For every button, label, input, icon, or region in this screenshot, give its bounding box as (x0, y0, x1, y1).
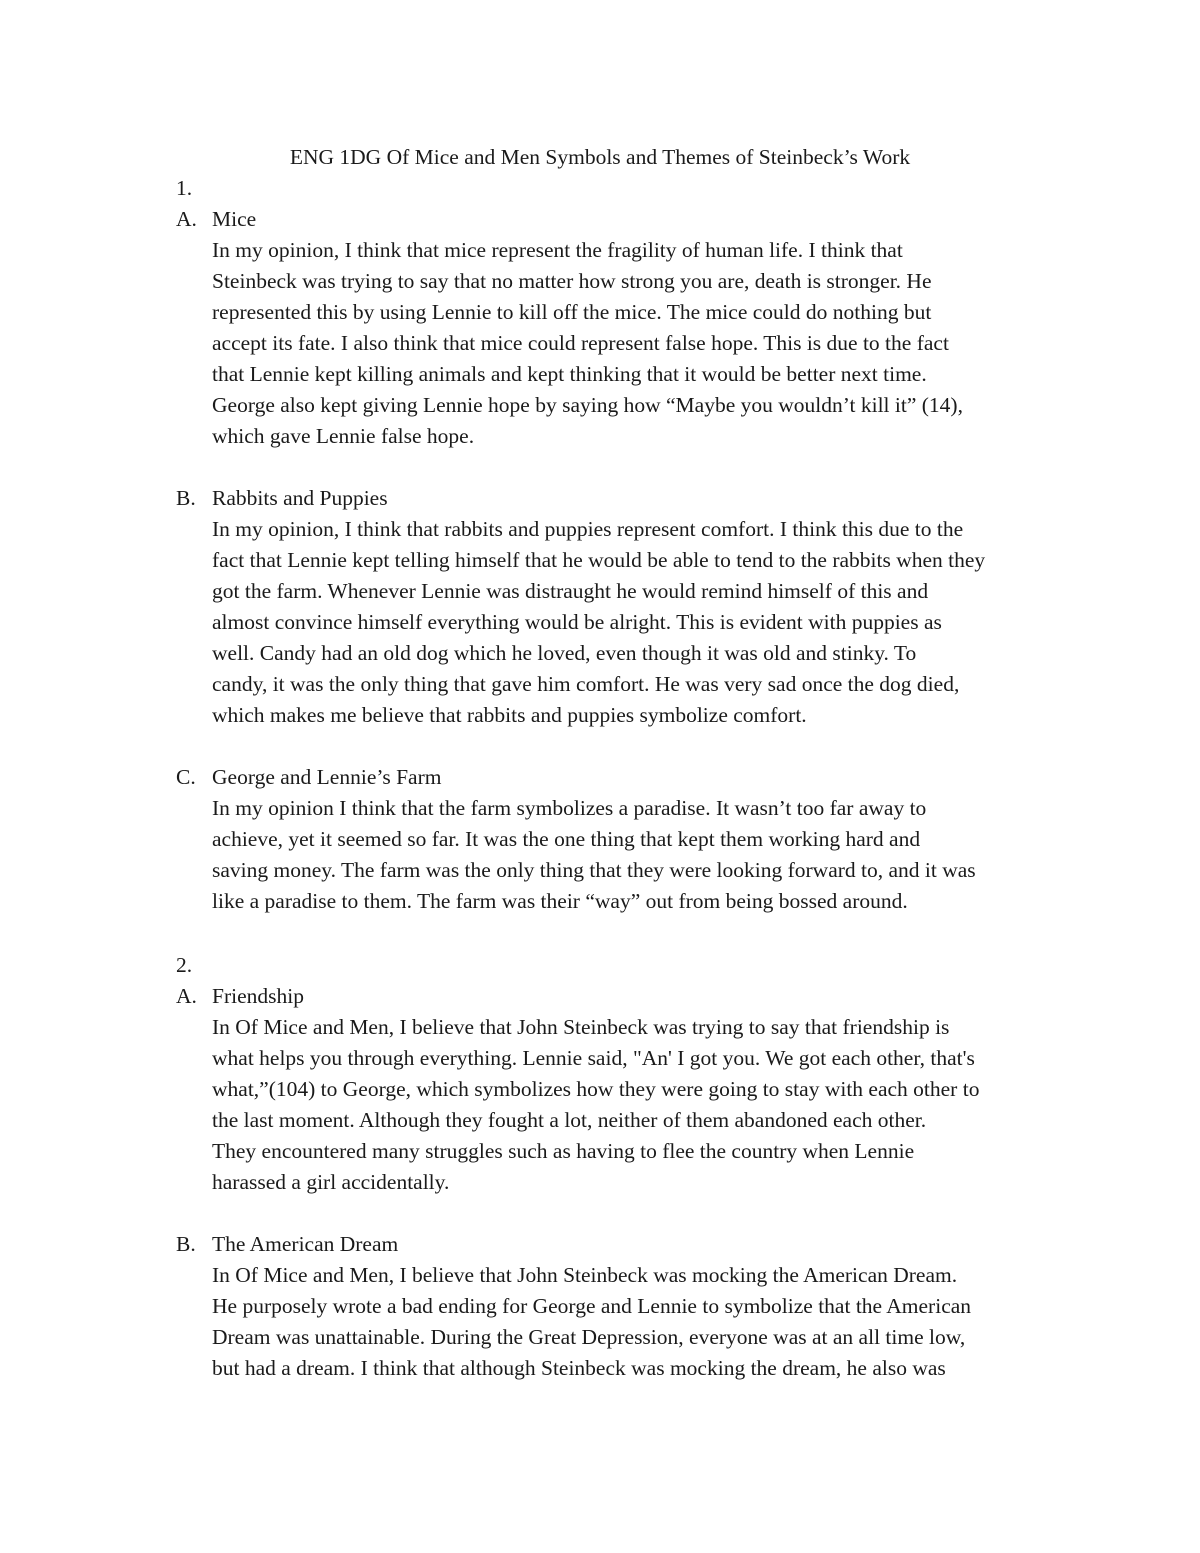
paragraph-line: achieve, yet it seemed so far. It was the one thing that kept them working hard and (212, 827, 921, 851)
paragraph-line: which makes me believe that rabbits and puppies symbolize comfort. (212, 703, 807, 727)
paragraph-line: Steinbeck was trying to say that no matter how strong you are, death is stronger. He (212, 269, 932, 293)
paragraph-line: fact that Lennie kept telling himself that he would be able to tend to the rabbits when they (212, 548, 986, 572)
document-title: ENG 1DG Of Mice and Men Symbols and Themes of Steinbeck’s Work (289, 145, 911, 169)
paragraph-line: They encountered many struggles such as having to flee the country when Lennie (212, 1139, 915, 1163)
paragraph-line: but had a dream. I think that although Steinbeck was mocking the dream, he also was (212, 1356, 946, 1380)
item-heading-rabbits-puppies: Rabbits and Puppies (212, 486, 388, 510)
paragraph-line: almost convince himself everything would be alright. This is evident with puppies as (212, 610, 942, 634)
item-heading-friendship: Friendship (212, 984, 304, 1008)
paragraph-line: got the farm. Whenever Lennie was distraught he would remind himself of this and (212, 579, 929, 603)
paragraph-line: well. Candy had an old dog which he loved, even though it was old and stinky. To (212, 641, 917, 665)
paragraph-line: accept its fate. I also think that mice could represent false hope. This is due to the fact (212, 331, 949, 355)
item-letter-2b: B. (176, 1232, 196, 1256)
paragraph-line: George also kept giving Lennie hope by saying how “Maybe you wouldn’t kill it” (14), (212, 393, 963, 417)
paragraph-line: that Lennie kept killing animals and kept thinking that it would be better next time. (212, 362, 927, 386)
item-letter-1a: A. (176, 207, 197, 231)
paragraph-line: In Of Mice and Men, I believe that John Steinbeck was trying to say that friendship is (212, 1015, 950, 1039)
paragraph-line: In my opinion, I think that mice represent the fragility of human life. I think that (212, 238, 903, 262)
paragraph-line: He purposely wrote a bad ending for George and Lennie to symbolize that the American (212, 1294, 972, 1318)
item-heading-american-dream: The American Dream (212, 1232, 399, 1256)
item-heading-mice: Mice (212, 207, 257, 231)
paragraph-line: saving money. The farm was the only thing that they were looking forward to, and it was (212, 858, 976, 882)
paragraph-line: what helps you through everything. Lennie said, "An' I got you. We got each other, that's (212, 1046, 975, 1070)
paragraph-line: what,”(104) to George, which symbolizes how they were going to stay with each other to (212, 1077, 980, 1101)
paragraph-line: represented this by using Lennie to kill off the mice. The mice could do nothing but (212, 300, 932, 324)
paragraph-line: harassed a girl accidentally. (212, 1170, 450, 1194)
item-letter-1c: C. (176, 765, 196, 789)
paragraph-line: In my opinion I think that the farm symbolizes a paradise. It wasn’t too far away to (212, 796, 927, 820)
paragraph-line: Dream was unattainable. During the Great Depression, everyone was at an all time low, (212, 1325, 966, 1349)
paragraph-line: which gave Lennie false hope. (212, 424, 475, 448)
paragraph-line: In my opinion, I think that rabbits and puppies represent comfort. I think this due to the (212, 517, 964, 541)
item-letter-2a: A. (176, 984, 197, 1008)
item-heading-farm: George and Lennie’s Farm (212, 765, 442, 789)
section-number-2: 2. (176, 953, 193, 977)
paragraph-line: like a paradise to them. The farm was their “way” out from being bossed around. (212, 889, 908, 913)
paragraph-line: the last moment. Although they fought a lot, neither of them abandoned each other. (212, 1108, 927, 1132)
section-number-1: 1. (176, 176, 193, 200)
item-letter-1b: B. (176, 486, 196, 510)
paragraph-line: candy, it was the only thing that gave him comfort. He was very sad once the dog died, (212, 672, 960, 696)
paragraph-line: In Of Mice and Men, I believe that John Steinbeck was mocking the American Dream. (212, 1263, 958, 1287)
